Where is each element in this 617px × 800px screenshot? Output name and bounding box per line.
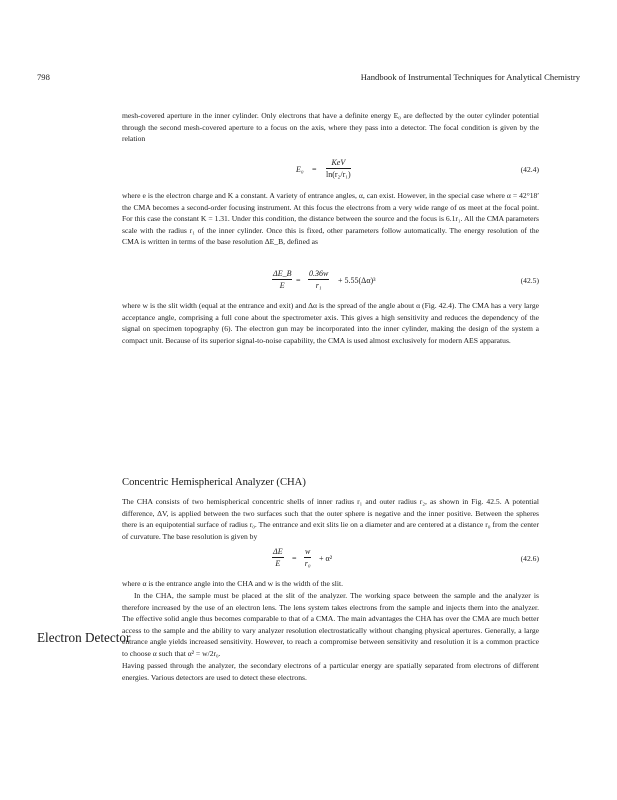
eq-42-5-lhs-fraction	[272, 268, 292, 291]
eq-42-4-lhs: E₀	[296, 165, 304, 174]
eq-42-6-rhs-den: r₀	[304, 559, 311, 568]
eq-42-6-lhs-fraction	[272, 546, 284, 569]
eq-42-5-tail: + 5.55(Δα)³	[338, 276, 376, 285]
eq-42-5-rhs-num: 0.36w	[309, 269, 329, 278]
eq-42-6-label: (42.6)	[520, 554, 539, 563]
subheading-cha: Concentric Hemispherical Analyzer (CHA)	[122, 477, 306, 488]
paragraph-cma-focus: mesh-covered aperture in the inner cylinder. Only electrons that have a definite energy E₀ are deflected by the outer cylinder potential through the second mesh-covered aperture to a focus on the axis, where they pass into a detector. The focal condition is given by the relation	[122, 111, 539, 143]
eq-42-5-lhs-den: E	[279, 281, 285, 290]
paragraph-cha-description: The CHA consists of two hemispherical concentric shells of inner radius r₁ and outer radius r₂, as shown in Fig. 42.5. A potential difference, ΔV, is applied between the two surfaces such that the outer sphere is negative and the inner positive. Between the spheres there is an equipotential surface of radius r₀. The entrance and exit slits lie on a diameter and are centered at a distance r₀ from the center of curvature. The base resolution is given by	[122, 497, 539, 541]
paragraph-cha-lens: In the CHA, the sample must be placed at the slit of the analyzer. The working space between the sample and the analyzer is therefore increased by the use of an electron lens. The lens system takes electrons from the sample and injects them into the analyzer. The effective solid angle thus becomes comparable to that of a CMA. The main advantages the CHA has over the CMA are much better access to the sample and the ability to vary analyzer resolution electrostatically without changing physical apertures. Generally, a large entrance angle yields increased sensitivity. However, to reach a compromise between sensitivity and resolution it is a common practice to choose α such that α² = w/2r₀.	[122, 591, 539, 658]
eq-42-5-rhs-fraction	[308, 268, 329, 291]
eq-42-5-lhs-num: ΔE_B	[273, 269, 292, 278]
paragraph-electron-detector: Having passed through the analyzer, the secondary electrons of a particular energy are spatially separated from electrons of different energies. Various detectors are used to detect these electrons.	[122, 661, 539, 682]
equation-42-6	[122, 546, 539, 574]
page-number: 798	[37, 72, 50, 82]
eq-42-6-equals: =	[292, 554, 297, 563]
eq-42-5-rhs-den: r₁	[315, 281, 322, 290]
paragraph-cma-resolution: where e is the electron charge and K a constant. A variety of entrance angles, α, can exist. However, in the special case where α = 42°18′ the CMA becomes a second-order focusing instrument. At this focus the electrons from a very wide range of αs meet at the focal point. For this case the constant K = 1.31. Under this condition, the distance between the source and the focus is 6.1r₁. All the CMA parameters scale with the radius r₁ of the inner cylinder. Once this is fixed, other parameters follow automatically. The energy resolution of the CMA is written in terms of the base resolution ΔE_B, defined as	[122, 191, 539, 246]
eq-42-6-rhs-num: w	[305, 547, 311, 556]
eq-42-6-lhs-den: E	[275, 559, 281, 568]
eq-42-4-denominator: ln(r₂/r₁)	[326, 170, 351, 179]
eq-42-6-rhs-fraction	[304, 546, 311, 569]
eq-42-4-label: (42.4)	[520, 165, 539, 174]
equation-42-4	[122, 157, 539, 185]
eq-42-4-numerator: KeV	[326, 157, 351, 169]
eq-42-5-label: (42.5)	[520, 276, 539, 285]
section-heading-electron-detector: Electron Detector	[37, 630, 131, 645]
eq-42-6-tail: + α²	[319, 554, 333, 563]
eq-42-4-fraction	[326, 157, 351, 180]
paragraph-cha-entrance-angle: where α is the entrance angle into the CHA and w is the width of the slit.	[122, 579, 343, 588]
paragraph-cma-properties: where w is the slit width (equal at the entrance and exit) and Δα is the spread of the angle about α (Fig. 42.4). The CMA has a very large acceptance angle, comprising a full cone about the spectrometer axis. This gives a high sensitivity and reduces the dependency of the signal on specimen topography (6). The electron gun may be incorporated into the inner cylinder, making the design of the system a compact unit. Because of its superior signal-to-noise capability, the CMA is used almost exclusively for modern AES apparatus.	[122, 301, 539, 345]
eq-42-6-lhs-num: ΔE	[273, 547, 283, 556]
running-title: Handbook of Instrumental Techniques for Analytical Chemistry	[360, 72, 580, 82]
equation-42-5	[122, 268, 539, 296]
eq-42-4-equals: =	[312, 165, 317, 174]
eq-42-5-equals: =	[296, 276, 301, 285]
